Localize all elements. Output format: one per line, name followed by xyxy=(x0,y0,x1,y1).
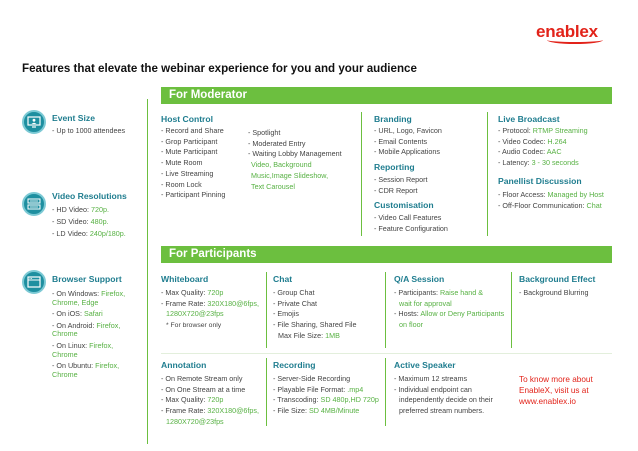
whiteboard-list xyxy=(161,288,259,332)
list-item: - URL, Logo, Favicon xyxy=(374,126,442,135)
list-item: - SD Video: 480p. xyxy=(52,217,109,226)
list-item: - On Linux: Firefox, Chrome xyxy=(52,340,114,359)
list-item: on floor xyxy=(399,320,423,330)
video-resolutions-title: Video Resolutions xyxy=(52,191,127,201)
live-broadcast-title: Live Broadcast xyxy=(498,114,560,124)
list-item: - Emojis xyxy=(273,309,299,319)
list-item: Music,Image Slideshow, xyxy=(251,170,329,180)
list-item: - Participant Pinning xyxy=(161,190,226,200)
qa-session-title: Q/A Session xyxy=(394,274,445,284)
live-broadcast-list xyxy=(498,126,588,169)
list-item: - Frame Rate: 320X180@6fps, xyxy=(161,298,260,308)
list-item: - On Windows: Firefox, Chrome, Edge xyxy=(52,289,126,307)
list-item: - Waiting Lobby Management xyxy=(248,149,342,159)
annotation-list xyxy=(161,374,259,428)
reporting-list xyxy=(374,175,428,196)
participants-divider-2 xyxy=(385,272,386,348)
active-speaker-list xyxy=(394,374,493,417)
list-item: - On Ubuntu: Firefox, Chrome xyxy=(52,361,120,379)
event-size-list xyxy=(52,126,125,137)
list-item: - Private Chat xyxy=(273,298,317,308)
participants-section-bar: For Participants xyxy=(161,246,612,263)
participants-divider-5 xyxy=(385,358,386,426)
list-item: - Feature Configuration xyxy=(374,223,448,233)
participants-divider-4 xyxy=(266,358,267,426)
list-item: - CDR Report xyxy=(374,185,418,195)
list-item: - Mute Room xyxy=(161,158,203,168)
browser-note: * For browser only xyxy=(166,322,222,330)
event-size-title: Event Size xyxy=(52,113,95,123)
list-item: - Spotlight xyxy=(248,128,281,137)
host-control-list-1 xyxy=(161,126,225,201)
logo-swoosh xyxy=(547,36,603,44)
video-resolutions-list xyxy=(52,204,126,240)
moderator-divider-2 xyxy=(487,112,488,236)
list-item: - File Sharing, Shared File xyxy=(273,320,357,330)
row-divider xyxy=(161,353,612,354)
monitor-user-icon xyxy=(22,110,46,134)
browser-support-title: Browser Support xyxy=(52,274,122,284)
customisation-list xyxy=(374,213,448,234)
customisation-title: Customisation xyxy=(374,200,434,210)
list-item: - Video Codec: H.264 xyxy=(498,136,567,146)
list-item: - Mute Participant xyxy=(161,147,218,157)
list-item: - Room Lock xyxy=(161,179,202,189)
host-control-list-2 xyxy=(248,128,342,192)
list-item: - Transcoding: SD 480p,HD 720p xyxy=(273,395,379,405)
panellist-discussion-title: Panellist Discussion xyxy=(498,176,582,186)
list-item: - Server-Side Recording xyxy=(273,374,351,383)
chat-title: Chat xyxy=(273,274,293,284)
list-item: - Participants: Raise hand & xyxy=(394,288,484,297)
list-item: - Maximum 12 streams xyxy=(394,374,468,383)
qa-session-list xyxy=(394,288,504,331)
list-item: - Latency: 3 - 30 seconds xyxy=(498,158,579,168)
list-item: 1280X720@23fps xyxy=(166,416,224,426)
list-item: - HD Video: 720p. xyxy=(52,205,110,214)
background-effect-list xyxy=(519,288,589,299)
active-speaker-title: Active Speaker xyxy=(394,360,456,370)
list-item: - Hosts: Allow or Deny Participants xyxy=(394,309,505,319)
list-item: - Playable File Format: .mp4 xyxy=(273,384,364,394)
browser-window-icon xyxy=(22,270,46,294)
background-effect-title: Background Effect xyxy=(519,274,596,284)
list-item: - On Android: Firefox, Chrome xyxy=(52,320,121,339)
list-item: - Mobile Applications xyxy=(374,147,440,157)
list-item: - On One Stream at a time xyxy=(161,384,246,394)
chat-list xyxy=(273,288,357,342)
moderator-divider-1 xyxy=(361,112,362,236)
list-item: - Individual endpoint can xyxy=(394,384,472,394)
list-item: - Email Contents xyxy=(374,136,428,146)
list-item: - Session Report xyxy=(374,175,428,184)
list-item: - Grop Participant xyxy=(161,136,218,146)
list-item: preferred stream numbers. xyxy=(399,406,485,416)
list-item: - Live Streaming xyxy=(161,168,214,178)
list-item: - On Remote Stream only xyxy=(161,374,243,383)
left-divider xyxy=(147,99,148,444)
list-item: - Max Quality: 720p xyxy=(161,288,224,297)
participants-divider-3 xyxy=(511,272,512,348)
list-item: - Frame Rate: 320X180@6fps, xyxy=(161,406,260,416)
cta-text: To know more about EnableX, visit us at www.enablex.io xyxy=(519,375,593,406)
list-item: 1280X720@23fps xyxy=(166,309,224,319)
branding-title: Branding xyxy=(374,114,412,124)
list-item: Max File Size: 1MB xyxy=(278,330,340,340)
panellist-discussion-list xyxy=(498,190,604,211)
host-control-title: Host Control xyxy=(161,114,214,124)
participants-divider-1 xyxy=(266,272,267,348)
list-item: - LD Video: 240p/180p. xyxy=(52,229,126,238)
list-item: - File Size: SD 4MB/Minute xyxy=(273,406,360,416)
list-item: - Up to 1000 attendees xyxy=(52,126,126,135)
list-item: - Group Chat xyxy=(273,288,315,297)
list-item: Video, Background xyxy=(251,160,312,170)
browser-support-list xyxy=(52,290,138,379)
reporting-title: Reporting xyxy=(374,162,415,172)
whiteboard-title: Whiteboard xyxy=(161,274,209,284)
branding-list xyxy=(374,126,442,158)
moderator-section-bar: For Moderator xyxy=(161,87,612,104)
recording-title: Recording xyxy=(273,360,316,370)
list-item: wait for approval xyxy=(399,298,452,308)
annotation-title: Annotation xyxy=(161,360,207,370)
list-item: - Background Blurring xyxy=(519,288,589,297)
video-resolution-icon xyxy=(22,192,46,216)
recording-list xyxy=(273,374,379,417)
list-item: - Protocol: RTMP Streaming xyxy=(498,126,588,135)
list-item: - On iOS: Safari xyxy=(52,309,103,319)
list-item: - Record and Share xyxy=(161,126,224,135)
page-title: Features that elevate the webinar experience for you and your audience xyxy=(22,62,417,75)
list-item: - Floor Access: Managed by Host xyxy=(498,190,604,199)
list-item: - Video Call Features xyxy=(374,213,442,222)
list-item: - Audio Codec: AAC xyxy=(498,147,562,157)
list-item: independently decide on their xyxy=(399,395,493,405)
enablex-logo: enablex xyxy=(536,22,598,41)
list-item: - Max Quality: 720p xyxy=(161,395,224,405)
list-item: - Moderated Entry xyxy=(248,138,306,148)
list-item: - Off-Floor Communication: Chat xyxy=(498,200,602,210)
website-link[interactable]: www.enablex.io xyxy=(519,397,576,406)
list-item: Text Carousel xyxy=(251,181,295,191)
